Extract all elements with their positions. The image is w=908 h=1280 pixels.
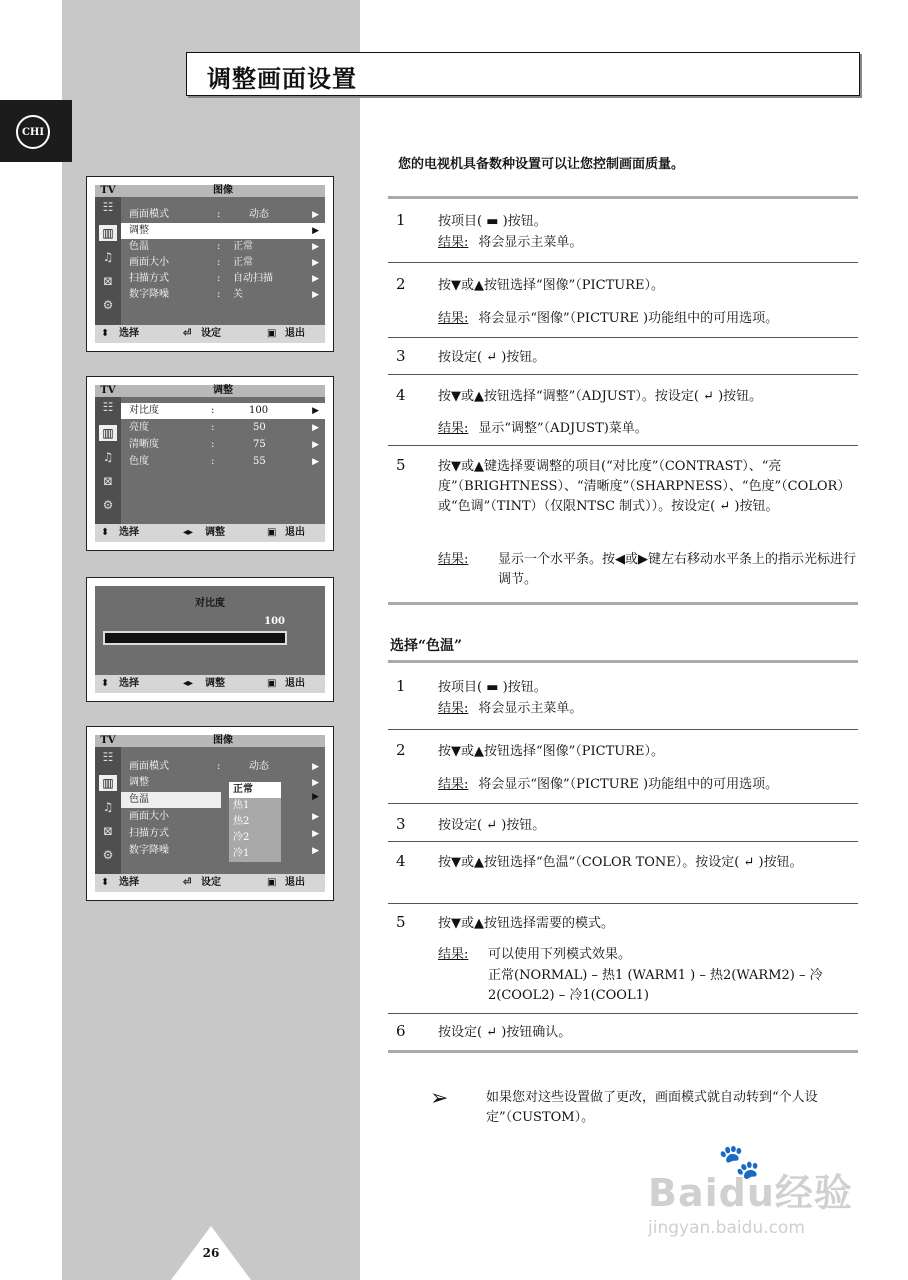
osd-row — [121, 775, 325, 791]
arrow-right-icon: ▶ — [312, 846, 319, 856]
osd-row — [121, 809, 325, 825]
row-value: 75 — [253, 439, 266, 450]
updown-icon: ⬍ — [101, 527, 110, 538]
row-value: 50 — [253, 422, 266, 433]
footer-action: 调整 — [205, 527, 225, 538]
picture-icon: ▥ — [99, 425, 117, 441]
osd-row — [121, 843, 325, 859]
footer-action: 调整 — [205, 678, 225, 689]
osd-colortone-menu — [86, 726, 334, 901]
function-icon: ⚙ — [102, 498, 114, 512]
menu-icon: ▣ — [267, 527, 277, 538]
osd-row — [121, 759, 325, 775]
dropdown-option[interactable]: 冷2 — [233, 832, 250, 843]
footer-select: 选择 — [119, 527, 139, 538]
section-title: 选择“色温” — [390, 638, 463, 654]
updown-icon: ⬍ — [101, 678, 110, 689]
step-result — [438, 419, 856, 439]
leftright-icon: ◂▸ — [183, 678, 194, 689]
bar-value: 100 — [264, 616, 285, 627]
arrow-right-icon: ▶ — [312, 829, 319, 839]
arrow-right-icon: ▶ — [312, 258, 319, 268]
osd-contrast-bar — [86, 577, 334, 702]
channel-icon: ⊠ — [102, 274, 114, 288]
osd-picture-menu — [86, 176, 334, 352]
dropdown-option[interactable]: 冷1 — [233, 848, 250, 859]
step-divider — [388, 374, 858, 375]
language-badge: CHI — [16, 115, 50, 149]
setup-icon: ☷ — [102, 400, 114, 414]
row-name: 数字降噪 — [129, 289, 169, 300]
section-rule — [388, 602, 858, 605]
row-name: 色度 — [129, 456, 149, 467]
arrow-right-icon: ▶ — [312, 242, 319, 252]
row-name: 扫描方式 — [129, 273, 169, 284]
row-value: 100 — [249, 405, 269, 416]
result-label: 结果: — [438, 311, 469, 326]
result-label: 结果: — [438, 421, 469, 436]
dropdown-option[interactable]: 热2 — [233, 816, 250, 827]
osd-row — [121, 255, 325, 271]
step-divider — [388, 337, 858, 338]
step-number: 2 — [396, 275, 406, 293]
arrow-right-icon: ▶ — [312, 792, 319, 802]
osd-sidebar — [95, 385, 121, 524]
row-colon: : — [211, 405, 215, 416]
arrow-right-icon: ▶ — [312, 406, 319, 416]
watermark-logo: Baidu经验 — [648, 1171, 853, 1215]
footer-exit: 退出 — [285, 527, 305, 538]
intro-text: 您的电视机具备数种设置可以让您控制画面质量。 — [398, 157, 685, 172]
title-box — [186, 52, 860, 96]
step-number: 5 — [396, 913, 406, 931]
step-result — [438, 550, 856, 590]
row-colon: : — [211, 422, 215, 433]
row-colon: : — [211, 456, 215, 467]
updown-icon: ⬍ — [101, 328, 110, 339]
mode-list: 正常(NORMAL) – 热1 (WARM1 ) – 热2(WARM2) – 冷2(COOL2) – 冷1(COOL1) — [488, 968, 823, 1003]
step-number: 4 — [396, 852, 406, 870]
osd-footer — [95, 325, 325, 343]
sound-icon: ♫ — [102, 450, 114, 464]
tv-label: TV — [95, 735, 121, 747]
step-text: 按▼或▲按钮选择“图像”（PICTURE）。 — [438, 744, 665, 759]
row-name: 扫描方式 — [129, 828, 169, 839]
footer-select: 选择 — [119, 328, 139, 339]
page-number: 26 — [202, 1246, 220, 1260]
sound-icon: ♫ — [102, 250, 114, 264]
step-number: 3 — [396, 815, 406, 833]
step-number: 4 — [396, 386, 406, 404]
step-divider — [388, 729, 858, 730]
arrow-right-icon: ▶ — [312, 812, 319, 822]
step-text: 按▼或▲键选择要调整的项目(“对比度”（CONTRAST）、“亮度”（BRIGHTNESS）、“清晰度”（SHARPNESS）、“色度”（COLOR）或“色调”（TINT）（仅限NTSC 制式））。按设定( ↵ )按钮。 — [438, 459, 851, 514]
osd-header: 图像 — [121, 735, 325, 747]
menu-icon: ▣ — [267, 328, 277, 339]
result-label: 结果: — [438, 701, 469, 716]
result-text: 将会显示主菜单。 — [478, 701, 583, 716]
footer-exit: 退出 — [285, 328, 305, 339]
step-text: 按▼或▲按钮选择“调整”（ADJUST）。按设定( ↵ )按钮。 — [438, 389, 763, 404]
row-name: 数字降噪 — [129, 845, 169, 856]
footer-select: 选择 — [119, 877, 139, 888]
osd-screen — [95, 185, 325, 343]
tv-label: TV — [95, 185, 121, 197]
step-divider — [388, 445, 858, 446]
result-label: 结果: — [438, 235, 469, 250]
row-colon: : — [217, 257, 221, 268]
result-text: 将会显示“图像”（PICTURE )功能组中的可用选项。 — [478, 311, 779, 326]
osd-row — [121, 239, 325, 255]
step-number: 2 — [396, 741, 406, 759]
updown-icon: ⬍ — [101, 877, 110, 888]
function-icon: ⚙ — [102, 298, 114, 312]
arrow-right-icon: ▶ — [312, 457, 319, 467]
osd-screen — [95, 735, 325, 892]
slider-fill — [105, 633, 285, 643]
row-colon: : — [217, 273, 221, 284]
colortone-dropdown[interactable] — [229, 782, 281, 862]
enter-icon: ⏎ — [183, 877, 192, 888]
step-number: 1 — [396, 677, 406, 695]
function-icon: ⚙ — [102, 848, 114, 862]
result-label: 结果: — [438, 777, 469, 792]
row-name: 色温 — [129, 241, 149, 252]
result-text: 将会显示“图像”（PICTURE )功能组中的可用选项。 — [478, 777, 779, 792]
arrow-right-icon: ▶ — [312, 274, 319, 284]
step-result — [438, 233, 856, 253]
osd-row-selected — [121, 403, 325, 419]
step-number: 6 — [396, 1022, 406, 1040]
row-colon: : — [217, 761, 221, 772]
section-rule — [388, 196, 858, 199]
row-value: 正常 — [233, 257, 253, 268]
row-name: 对比度 — [129, 405, 159, 416]
channel-icon: ⊠ — [102, 824, 114, 838]
language-tab — [0, 100, 72, 162]
paw-icon: 🐾 — [718, 1142, 761, 1182]
menu-icon: ▣ — [267, 877, 277, 888]
arrow-right-icon: ▶ — [312, 290, 319, 300]
leftright-icon: ◂▸ — [183, 527, 194, 538]
result-text: 将会显示主菜单。 — [478, 235, 583, 250]
step-divider — [388, 903, 858, 904]
result-label: 结果: — [438, 552, 469, 567]
sound-icon: ♫ — [102, 800, 114, 814]
dropdown-option[interactable]: 正常 — [229, 782, 281, 798]
step-divider — [388, 262, 858, 263]
menu-icon: ▣ — [267, 678, 277, 689]
step-number: 5 — [396, 456, 406, 474]
step-text: 按设定( ↵ )按钮确认。 — [438, 1025, 572, 1040]
step-text: 按▼或▲按钮选择“图像”（PICTURE）。 — [438, 278, 665, 293]
step-divider — [388, 803, 858, 804]
row-value: 动态 — [249, 761, 269, 772]
picture-icon: ▥ — [99, 775, 117, 791]
osd-row-selected — [121, 223, 325, 239]
step-result — [438, 699, 856, 719]
osd-sidebar — [95, 735, 121, 874]
row-name: 画面模式 — [129, 209, 169, 220]
step-divider — [388, 1013, 858, 1014]
result-text: 可以使用下列模式效果。 — [488, 947, 632, 962]
note-text: 如果您对这些设置做了更改，画面模式就自动转到“个人设定”（CUSTOM）。 — [486, 1090, 818, 1125]
step-text: 按▼或▲按钮选择需要的模式。 — [438, 916, 614, 931]
row-name: 画面模式 — [129, 761, 169, 772]
step-number: 3 — [396, 347, 406, 365]
row-name: 调整 — [129, 777, 149, 788]
step-text: 按设定( ↵ )按钮。 — [438, 350, 546, 365]
osd-sidebar — [95, 185, 121, 325]
step-text: 按▼或▲按钮选择“色温”（COLOR TONE）。按设定( ↵ )按钮。 — [438, 855, 803, 870]
arrow-right-icon: ▶ — [312, 440, 319, 450]
result-label: 结果: — [438, 947, 469, 962]
osd-row — [121, 826, 325, 842]
setup-icon: ☷ — [102, 200, 114, 214]
page-title: 调整画面设置 — [207, 64, 357, 93]
step-result — [438, 945, 856, 965]
step-result — [438, 775, 856, 795]
arrow-right-icon: ▶ — [312, 762, 319, 772]
result-text: 显示“调整”（ADJUST)菜单。 — [478, 421, 648, 436]
row-name: 调整 — [129, 225, 149, 236]
osd-row — [121, 454, 325, 470]
osd-row — [121, 420, 325, 436]
footer-exit: 退出 — [285, 877, 305, 888]
dropdown-option[interactable]: 热1 — [233, 800, 250, 811]
osd-footer — [95, 524, 325, 542]
row-colon: : — [211, 439, 215, 450]
channel-icon: ⊠ — [102, 474, 114, 488]
row-name: 色温 — [129, 794, 149, 805]
osd-footer — [95, 675, 325, 693]
footer-select: 选择 — [119, 678, 139, 689]
row-name: 画面大小 — [129, 257, 169, 268]
row-name: 亮度 — [129, 422, 149, 433]
osd-row-selected — [121, 792, 221, 808]
osd-screen — [95, 385, 325, 542]
picture-icon: ▥ — [99, 225, 117, 241]
osd-screen — [95, 586, 325, 693]
row-value: 自动扫描 — [233, 273, 273, 284]
enter-icon: ⏎ — [183, 328, 192, 339]
footer-exit: 退出 — [285, 678, 305, 689]
row-value: 正常 — [233, 241, 253, 252]
step-text: 按设定( ↵ )按钮。 — [438, 818, 546, 833]
watermark-url: jingyan.baidu.com — [648, 1218, 805, 1238]
note-arrow-icon: ➢ — [430, 1086, 449, 1111]
osd-row — [121, 271, 325, 287]
row-colon: : — [217, 241, 221, 252]
footer-action: 设定 — [201, 877, 221, 888]
section-rule — [388, 660, 858, 663]
step-divider — [388, 841, 858, 842]
row-value: 55 — [253, 456, 266, 467]
row-colon: : — [217, 289, 221, 300]
osd-footer — [95, 874, 325, 892]
arrow-right-icon: ▶ — [312, 423, 319, 433]
tv-label: TV — [95, 385, 121, 397]
step-result — [438, 309, 856, 329]
footer-action: 设定 — [201, 328, 221, 339]
osd-adjust-menu — [86, 376, 334, 551]
osd-header: 调整 — [121, 385, 325, 397]
row-name: 画面大小 — [129, 811, 169, 822]
row-colon: : — [217, 209, 221, 220]
section-rule — [388, 1050, 858, 1053]
osd-row — [121, 437, 325, 453]
step-text: 按项目( ▬ )按钮。 — [438, 214, 547, 229]
row-name: 清晰度 — [129, 439, 159, 450]
contrast-slider[interactable] — [103, 631, 287, 645]
arrow-right-icon: ▶ — [312, 210, 319, 220]
setup-icon: ☷ — [102, 750, 114, 764]
arrow-right-icon: ▶ — [312, 778, 319, 788]
osd-row — [121, 287, 325, 303]
row-value: 动态 — [249, 209, 269, 220]
bar-title: 对比度 — [195, 598, 225, 609]
row-value: 关 — [233, 289, 243, 300]
osd-header: 图像 — [121, 185, 325, 197]
watermark — [648, 1142, 858, 1250]
osd-row — [121, 207, 325, 223]
result-text: 显示一个水平条。按◀或▶键左右移动水平条上的指示光标进行调节。 — [498, 552, 856, 587]
arrow-right-icon: ▶ — [312, 226, 319, 236]
step-number: 1 — [396, 211, 406, 229]
step-text: 按项目( ▬ )按钮。 — [438, 680, 547, 695]
